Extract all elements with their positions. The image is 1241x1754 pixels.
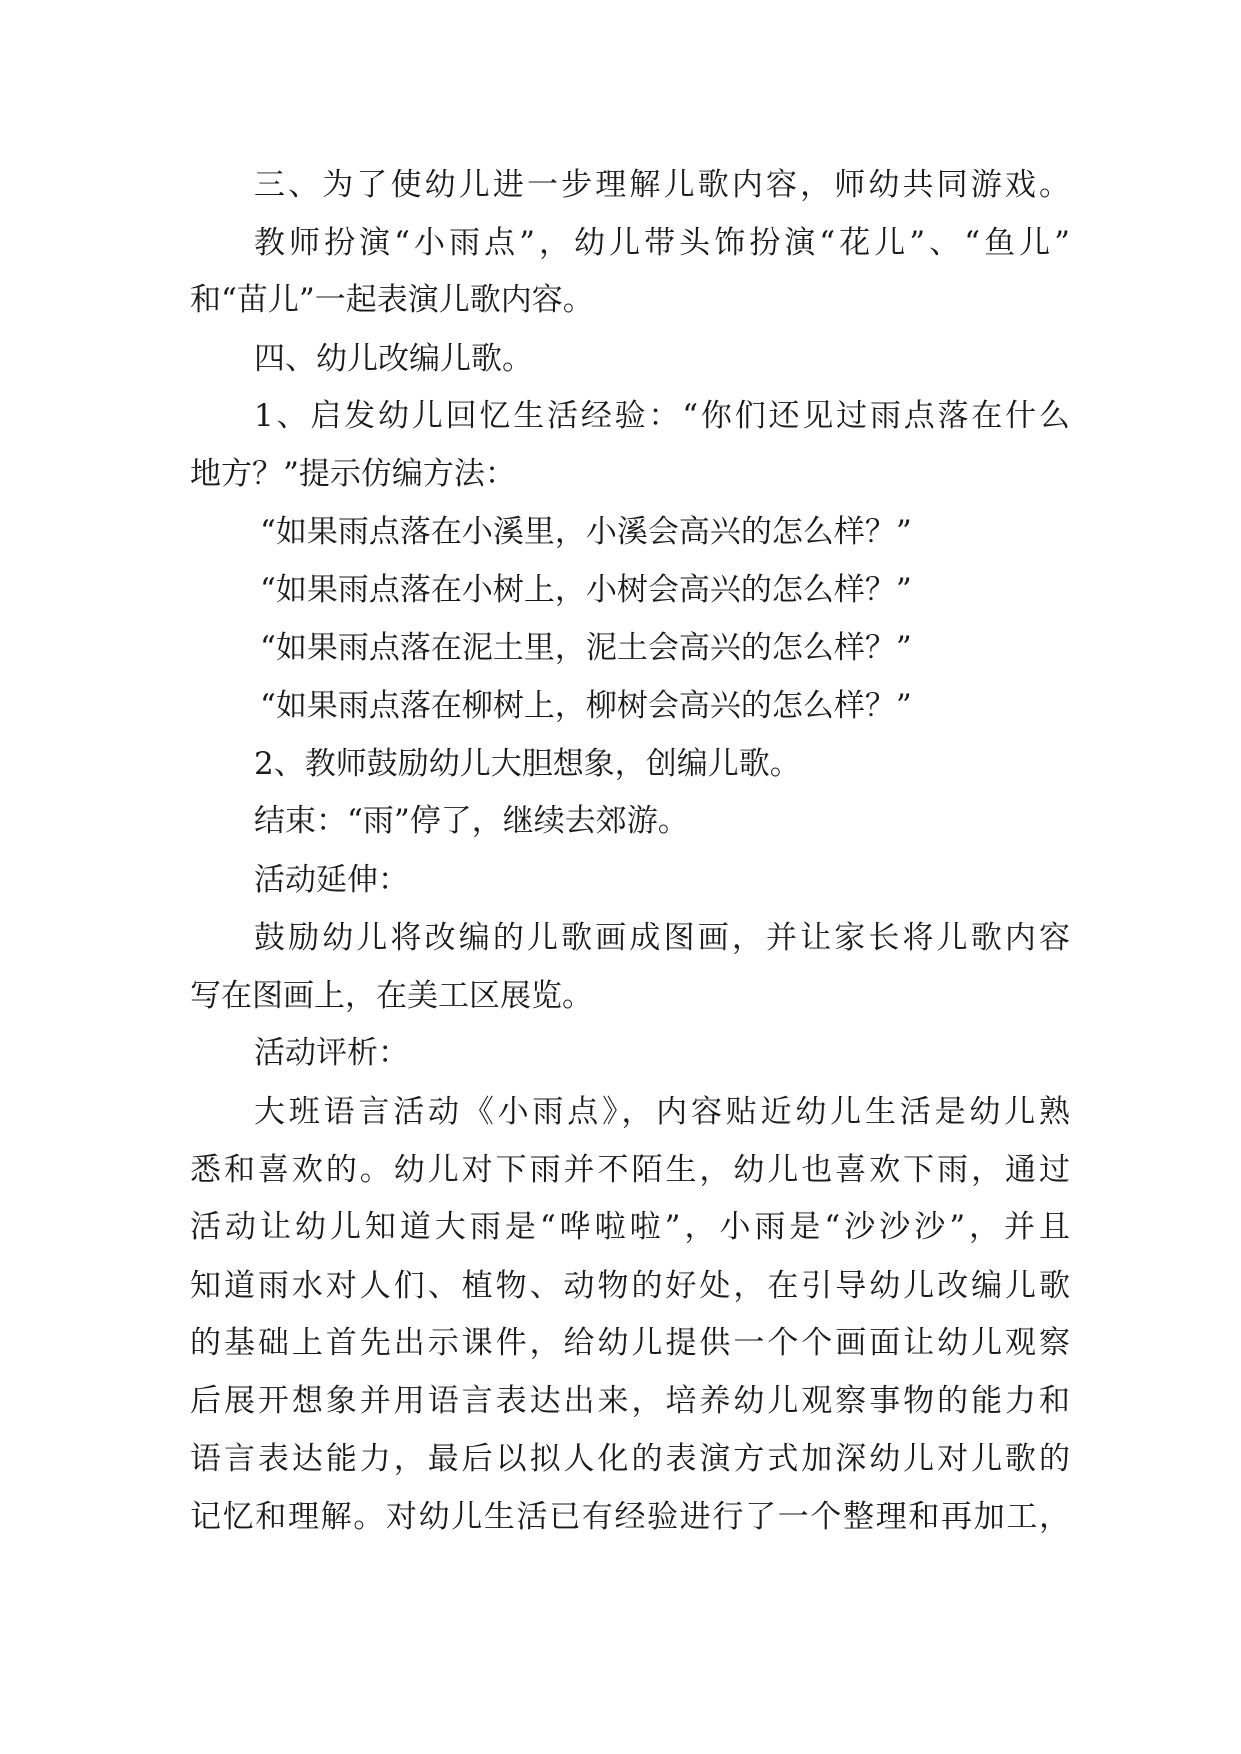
paragraph-line: 和“苗儿”一起表演儿歌内容。 xyxy=(190,282,594,318)
quote-line: “如果雨点落在小树上，小树会高兴的怎么样？” xyxy=(260,572,912,608)
paragraph-line: 结束：“雨”停了，继续去郊游。 xyxy=(254,803,689,839)
paragraph-line: 三、为了使幼儿进一步理解儿歌内容，师幼共同游戏。 xyxy=(254,167,1070,203)
paragraph-line: 语言表达能力，最后以拟人化的表演方式加深幼儿对儿歌的 xyxy=(190,1441,1070,1477)
paragraph-line: 鼓励幼儿将改编的儿歌画成图画，并让家长将儿歌内容 xyxy=(254,920,1070,956)
paragraph-line: 1、启发幼儿回忆生活经验：“你们还见过雨点落在什么 xyxy=(254,398,1070,434)
paragraph-line: 活动让幼儿知道大雨是“哗啦啦”，小雨是“沙沙沙”，并且 xyxy=(190,1209,1070,1245)
paragraph-line: 地方？”提示仿编方法： xyxy=(190,456,516,492)
quote-line: “如果雨点落在泥土里，泥土会高兴的怎么样？” xyxy=(260,630,912,666)
section-heading: 四、幼儿改编儿歌。 xyxy=(254,341,533,377)
paragraph-line: 知道雨水对人们、植物、动物的好处，在引导幼儿改编儿歌 xyxy=(190,1268,1070,1304)
paragraph-line: 大班语言活动《小雨点》，内容贴近幼儿生活是幼儿熟 xyxy=(254,1094,1070,1130)
paragraph-line: 教师扮演“小雨点”，幼儿带头饰扮演“花儿”、“鱼儿” xyxy=(254,225,1070,261)
paragraph-line: 写在图画上，在美工区展览。 xyxy=(190,978,593,1014)
section-heading: 活动延伸： xyxy=(254,862,409,898)
section-heading: 活动评析： xyxy=(254,1035,409,1071)
paragraph-line: 悉和喜欢的。幼儿对下雨并不陌生，幼儿也喜欢下雨，通过 xyxy=(190,1152,1070,1188)
paragraph-line: 2、教师鼓励幼儿大胆想象，创编儿歌。 xyxy=(254,746,801,782)
paragraph-line: 的基础上首先出示课件，给幼儿提供一个个画面让幼儿观察 xyxy=(190,1325,1070,1361)
quote-line: “如果雨点落在柳树上，柳树会高兴的怎么样？” xyxy=(260,688,912,724)
paragraph-line: 记忆和理解。对幼儿生活已有经验进行了一个整理和再加工， xyxy=(190,1499,1070,1535)
quote-line: “如果雨点落在小溪里，小溪会高兴的怎么样？” xyxy=(260,514,912,550)
paragraph-line: 后展开想象并用语言表达出来，培养幼儿观察事物的能力和 xyxy=(190,1383,1070,1419)
